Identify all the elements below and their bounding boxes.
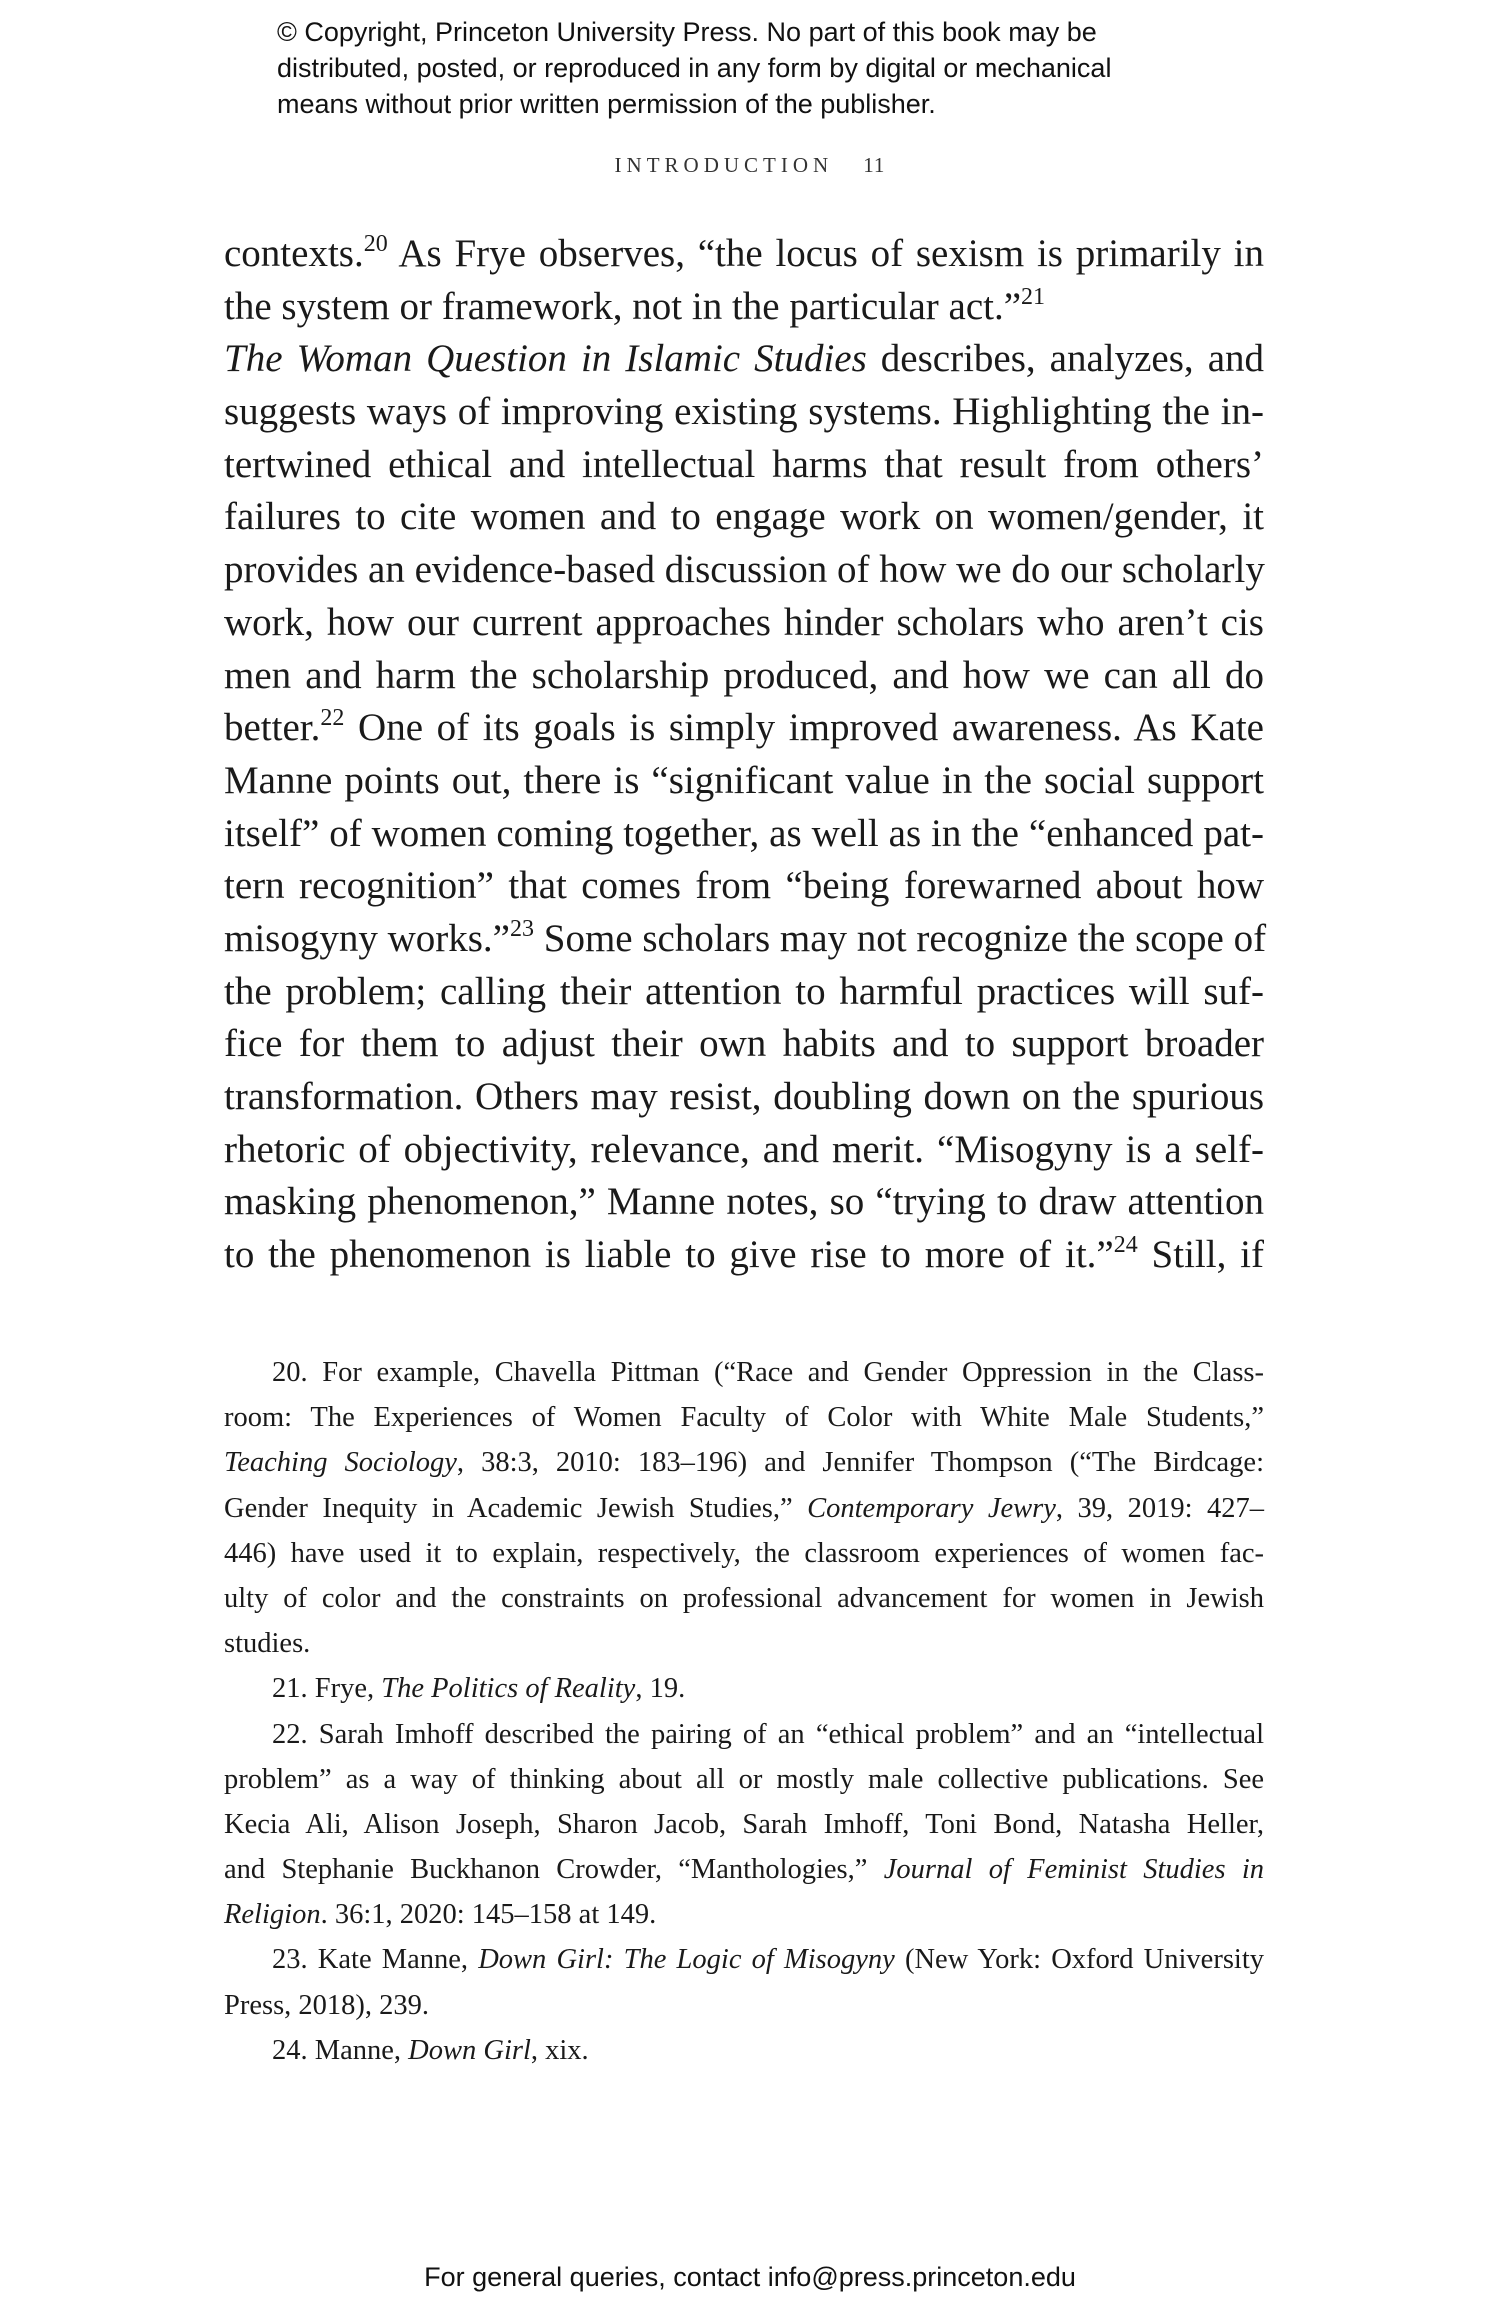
copyright-notice <box>277 14 1277 122</box>
text-run: contexts. <box>224 232 364 275</box>
italic-title: Teaching Sociology <box>224 1447 457 1479</box>
body-line <box>224 860 1264 913</box>
text-run: Press, 2018), 239. <box>224 1989 430 2021</box>
text-run: ulty of color and the constraints on professional advancement for women in Jewish <box>224 1582 1264 1614</box>
note-reference: 24 <box>1113 1232 1138 1259</box>
footnote-line <box>224 1757 1264 1802</box>
text-run: the system or framework, not in the particular act.” <box>224 284 1022 328</box>
note-reference: 20 <box>363 231 388 257</box>
text-run: 20. For example, Chavella Pittman (“Race and Gender Oppression in the Class- <box>272 1357 1264 1388</box>
text-run: provides an evidence-based discussion of how we do our scholarly <box>224 548 1265 592</box>
italic-title: Contemporary Jewry <box>807 1492 1056 1524</box>
running-head-title: INTRODUCTION <box>614 153 834 177</box>
body-line <box>224 439 1264 492</box>
text-run: . 36:1, 2020: 145–158 at 149. <box>320 1899 657 1931</box>
footnotes <box>224 1350 1264 2073</box>
footnote-line <box>224 1802 1264 1847</box>
text-run: (New York: Oxford University <box>894 1944 1264 1976</box>
body-line <box>224 491 1264 544</box>
body-line <box>224 1124 1264 1177</box>
text-run: itself” of women coming together, as well as in the “enhanced pat- <box>224 811 1264 855</box>
text-run: transformation. Others may resist, doubling down on the spurious <box>224 1075 1264 1118</box>
text-run: , xix. <box>530 2034 589 2066</box>
text-run: , 39, 2019: 427– <box>1055 1492 1265 1524</box>
body-line <box>224 702 1264 755</box>
note-reference: 21 <box>1021 283 1046 310</box>
page-number: 11 <box>863 153 886 177</box>
text-run: fice for them to adjust their own habits and to support broader <box>224 1022 1264 1066</box>
text-run: studies. <box>224 1628 311 1660</box>
text-run: 446) have used it to explain, respectively, the classroom experiences of women fac- <box>224 1537 1264 1569</box>
copyright-line: distributed, posted, or reproduced in any form by digital or mechanical <box>277 53 1112 83</box>
body-line <box>224 1229 1264 1282</box>
text-run: As Frye observes, “the locus of sexism is primarily in <box>387 232 1264 275</box>
text-run: 23. Kate Manne, <box>272 1944 479 1976</box>
copyright-line: means without prior written permission of the publisher. <box>277 89 936 119</box>
body-line <box>224 1176 1264 1229</box>
footnote-line <box>224 1983 1264 2028</box>
footer-contact: For general queries, contact info@press.princeton.edu <box>424 2262 1076 2292</box>
body-line <box>224 386 1264 439</box>
italic-title: The Politics of Reality <box>381 1673 636 1705</box>
text-run: , 38:3, 2010: 183–196) and Jennifer Thompson (“The Birdcage: <box>456 1447 1265 1479</box>
text-run: 24. Manne, <box>272 2034 409 2066</box>
body-line <box>224 913 1267 966</box>
text-run: suggests ways of improving existing systems. Highlighting the in- <box>224 390 1264 434</box>
body-line <box>224 755 1264 808</box>
text-run: failures to cite women and to engage work on women/gender, it <box>224 495 1264 539</box>
italic-title: Religion <box>224 1899 321 1931</box>
text-run: 22. Sarah Imhoff described the pairing of an “ethical problem” and an “intellectual <box>272 1718 1264 1750</box>
text-run: Gender Inequity in Academic Jewish Studies,” <box>224 1492 808 1524</box>
text-run: to the phenomenon is liable to give rise to more of it.” <box>224 1233 1114 1277</box>
italic-title: Down Girl: The Logic of Misogyny <box>478 1944 895 1976</box>
footnote-line <box>224 1712 1264 1757</box>
note-reference: 22 <box>320 705 345 732</box>
italic-title: The Woman Question in Islamic Studies <box>224 337 867 381</box>
body-line <box>224 650 1264 703</box>
body-line <box>224 1071 1264 1124</box>
text-run: misogyny works.” <box>224 916 510 960</box>
text-run: describes, analyzes, and <box>866 337 1264 381</box>
footnote-line <box>224 1350 1264 1395</box>
text-run: men and harm the scholarship produced, and how we can all do <box>224 653 1264 697</box>
text-run: , 19. <box>635 1673 686 1705</box>
footnote-line <box>224 1395 1264 1440</box>
body-line <box>224 808 1264 861</box>
text-run: work, how our current approaches hinder scholars who aren’t cis <box>224 600 1264 644</box>
footnote-line <box>224 1937 1264 1982</box>
footnote-line <box>224 1621 1264 1666</box>
body-line <box>224 544 1264 597</box>
footnote-line <box>224 2028 1264 2073</box>
text-run: rhetoric of objectivity, relevance, and merit. “Misogyny is a self- <box>224 1127 1264 1171</box>
footnote-line <box>224 1531 1264 1576</box>
body-line <box>224 966 1264 1019</box>
text-run: problem” as a way of thinking about all or mostly male collective publications. See <box>224 1763 1264 1795</box>
text-run: tern recognition” that comes from “being forewarned about how <box>224 864 1264 908</box>
note-reference: 23 <box>510 915 534 942</box>
footnote-line <box>224 1440 1264 1485</box>
text-run: One of its goals is simply improved awareness. As Kate <box>344 706 1264 750</box>
body-line <box>224 281 1264 334</box>
running-head <box>0 153 1500 178</box>
text-run: Some scholars may not recognize the scope of <box>534 916 1267 960</box>
italic-title: Journal of Feminist Studies in <box>883 1854 1265 1886</box>
body-line <box>224 333 1264 386</box>
italic-title: Down Girl <box>408 2034 531 2066</box>
text-run: Manne points out, there is “significant value in the social support <box>224 758 1264 802</box>
main-text <box>224 228 1267 1282</box>
body-line <box>224 228 1264 281</box>
body-line <box>224 597 1264 650</box>
text-run: better. <box>224 706 321 750</box>
text-run: and Stephanie Buckhanon Crowder, “Manthologies,” <box>224 1854 884 1886</box>
text-run: room: The Experiences of Women Faculty of Color with White Male Students,” <box>224 1402 1264 1434</box>
text-run: the problem; calling their attention to harmful practices will suf- <box>224 969 1264 1013</box>
footnote-line <box>224 1576 1264 1621</box>
footnote-line <box>224 1666 1264 1711</box>
footnote-line <box>224 1892 1264 1937</box>
text-run: Kecia Ali, Alison Joseph, Sharon Jacob, Sarah Imhoff, Toni Bond, Natasha Heller, <box>224 1808 1264 1840</box>
footnote-line <box>224 1847 1264 1892</box>
footnote-line <box>224 1486 1264 1531</box>
text-run: Still, if <box>1137 1233 1264 1277</box>
text-run: masking phenomenon,” Manne notes, so “trying to draw attention <box>224 1180 1264 1224</box>
text-run: tertwined ethical and intellectual harms that result from others’ <box>224 442 1264 486</box>
copyright-line: © Copyright, Princeton University Press. No part of this book may be <box>277 17 1097 47</box>
body-line <box>224 1018 1264 1071</box>
text-run: 21. Frye, <box>272 1673 382 1705</box>
